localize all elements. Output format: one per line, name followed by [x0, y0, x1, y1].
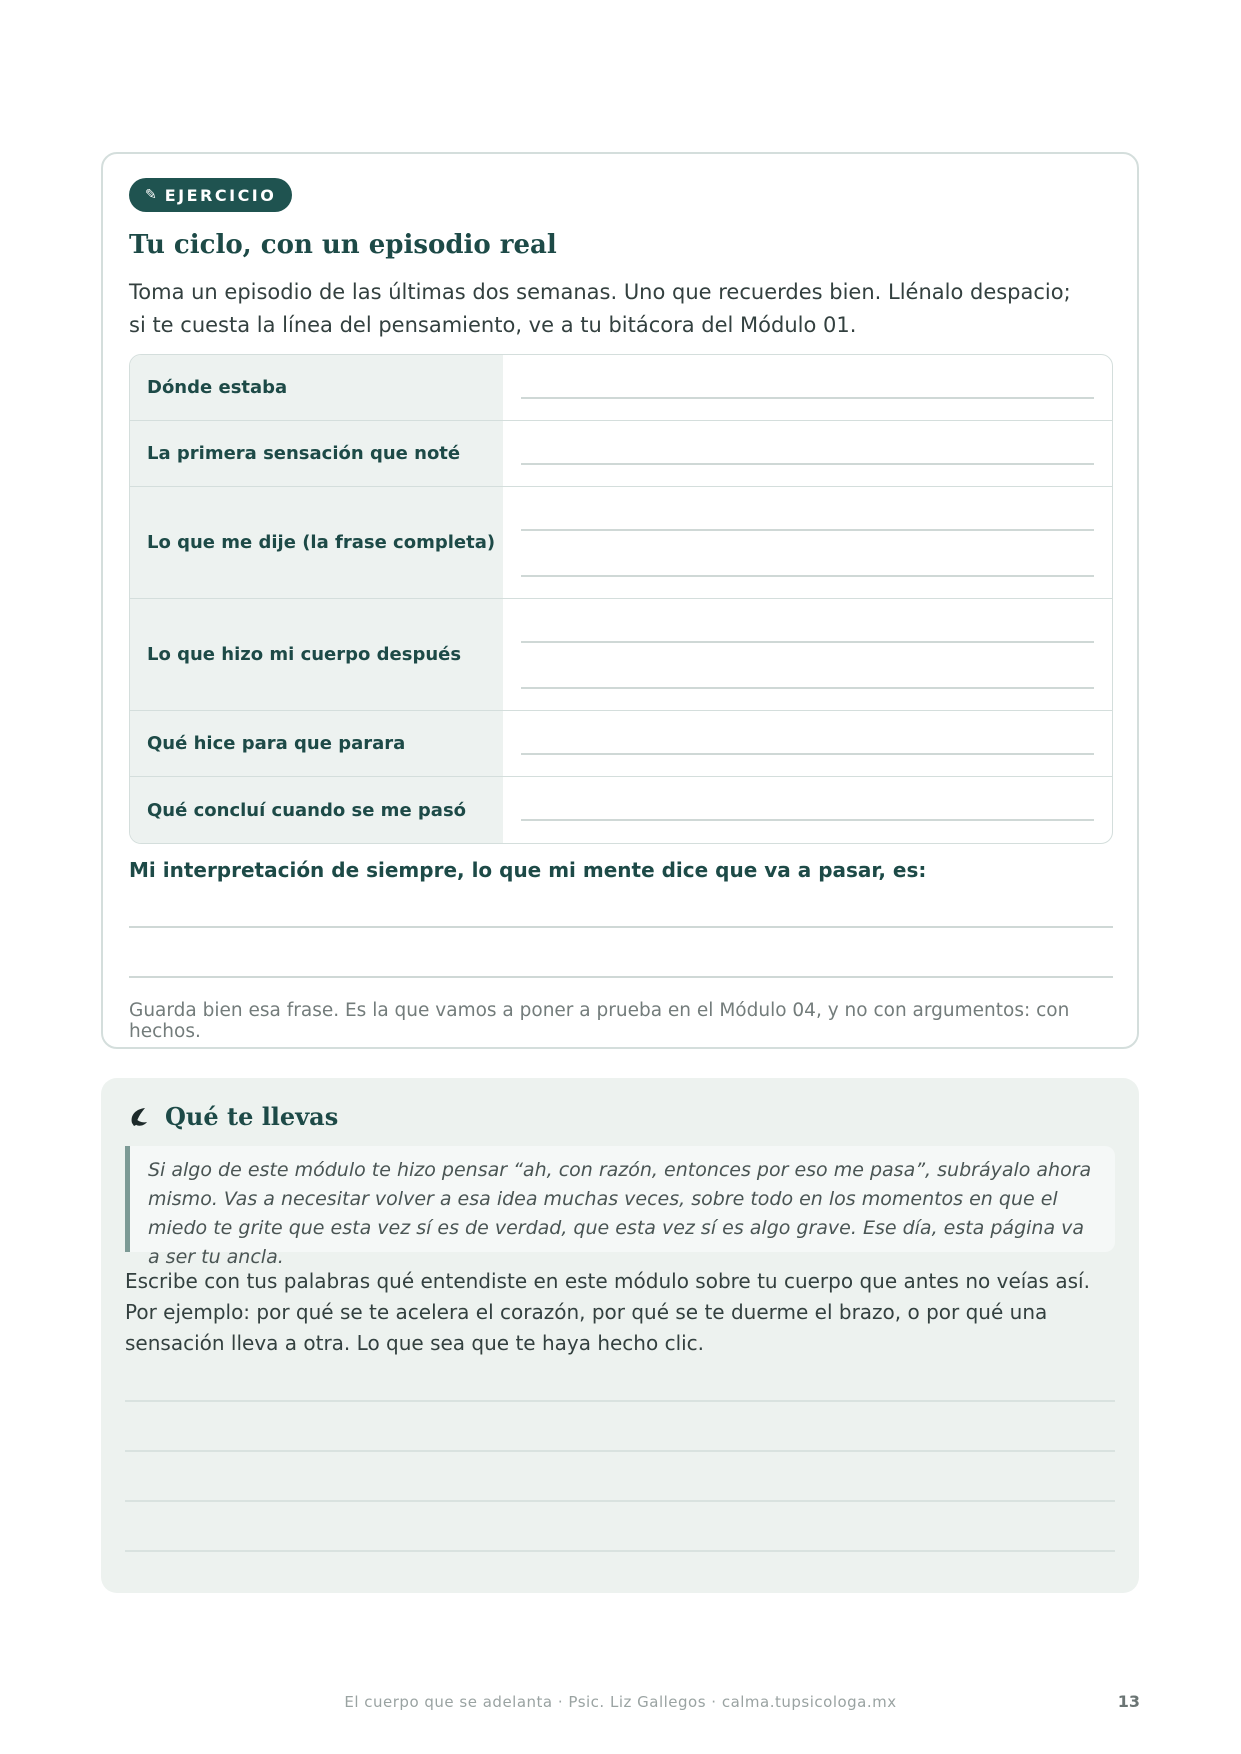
form-row [130, 355, 1112, 421]
exercise-title: Tu ciclo, con un episodio real [129, 230, 557, 260]
write-line [521, 819, 1094, 821]
exercise-card [101, 152, 1139, 1049]
write-line [521, 397, 1094, 399]
row-label: Qué concluí cuando se me pasó [130, 777, 503, 843]
form-row [130, 599, 1112, 711]
pencil-icon: ✎ [145, 187, 157, 203]
write-line [521, 529, 1094, 531]
form-row [130, 711, 1112, 777]
write-line [521, 687, 1094, 689]
write-field[interactable] [503, 355, 1112, 420]
write-field[interactable] [503, 421, 1112, 486]
form-row [130, 421, 1112, 487]
form-row [130, 487, 1112, 599]
exercise-intro: Toma un episodio de las últimas dos semanas. Uno que recuerdes bien. Llénalo despacio; si te cuesta la línea del pensamiento, ve a tu bitácora del Módulo 01. [129, 280, 1071, 337]
row-label: La primera sensación que noté [130, 421, 503, 486]
write-line [521, 641, 1094, 643]
badge-label: EJERCICIO [164, 185, 277, 205]
write-field[interactable] [503, 777, 1112, 843]
takeaway-quote [125, 1146, 1115, 1268]
quote-text: Si algo de este módulo te hizo pensar “ah, con razón, entonces por eso me pasa”, subráyalo ahora mismo. Vas a necesitar volver a esa idea muchas veces, sobre todo en los momentos en que el miedo te grite que esta vez sí es de verdad, que esta vez sí es algo grave. Ese día, esta página va a ser tu ancla. [148, 1159, 1092, 1268]
takeaway-write-line[interactable] [125, 1450, 1115, 1452]
interpretation-write-line[interactable] [129, 926, 1113, 928]
episode-form-table [129, 354, 1113, 844]
leaf-icon [129, 1106, 149, 1128]
takeaway-title: Qué te llevas [165, 1102, 339, 1131]
exercise-badge [129, 178, 292, 212]
takeaway-write-line[interactable] [125, 1500, 1115, 1502]
write-field[interactable] [503, 599, 1112, 710]
write-line [521, 463, 1094, 465]
takeaway-header [129, 1102, 338, 1131]
exercise-note: Guarda bien esa frase. Es la que vamos a poner a prueba en el Módulo 04, y no con argumentos: con hechos. [129, 1000, 1070, 1042]
takeaway-write-line[interactable] [125, 1550, 1115, 1552]
row-label: Lo que hizo mi cuerpo después [130, 599, 503, 710]
takeaway-body: Escribe con tus palabras qué entendiste en este módulo sobre tu cuerpo que antes no veías así. Por ejemplo: por qué se te acelera el corazón, por qué se te duerme el brazo, o por qué una sensación lleva a otra. Lo que sea que te haya hecho clic. [125, 1269, 1090, 1355]
row-label: Lo que me dije (la frase completa) [130, 487, 503, 598]
row-label: Qué hice para que parara [130, 711, 503, 776]
takeaway-card [101, 1078, 1139, 1593]
footer-text: El cuerpo que se adelanta · Psic. Liz Gallegos · calma.tupsicologa.mx [344, 1693, 897, 1711]
write-line [521, 753, 1094, 755]
write-field[interactable] [503, 487, 1112, 598]
form-row [130, 777, 1112, 843]
interpretation-write-line[interactable] [129, 976, 1113, 978]
page-number: 13 [1117, 1692, 1140, 1711]
write-line [521, 575, 1094, 577]
row-label: Dónde estaba [130, 355, 503, 420]
takeaway-write-line[interactable] [125, 1400, 1115, 1402]
write-field[interactable] [503, 711, 1112, 776]
interpretation-label: Mi interpretación de siempre, lo que mi mente dice que va a pasar, es: [129, 858, 927, 882]
